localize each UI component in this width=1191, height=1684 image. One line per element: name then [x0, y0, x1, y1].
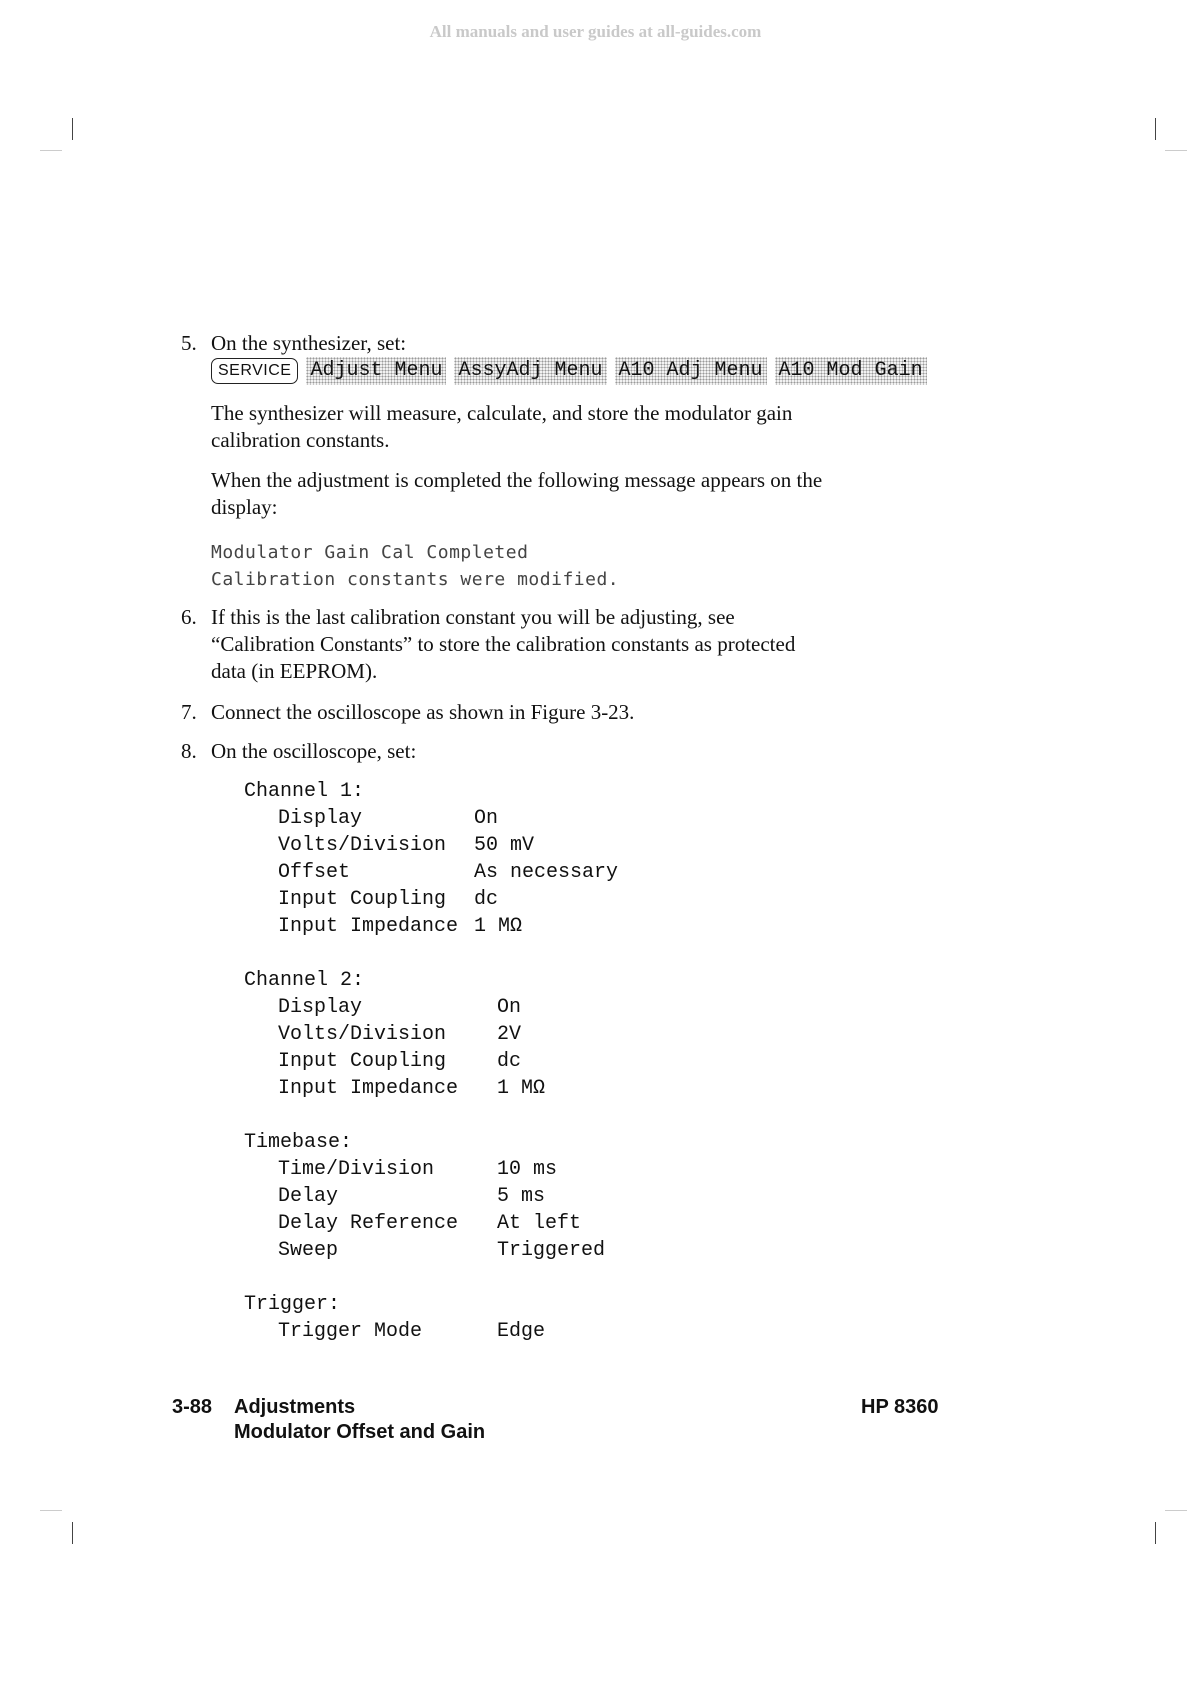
setting-label: Trigger Mode [278, 1320, 423, 1343]
paragraph [211, 467, 941, 521]
setting-label: Input Coupling [278, 1050, 447, 1073]
crop-mark [1155, 1522, 1156, 1544]
display-message-line: Calibration constants were modified. [211, 569, 620, 590]
setting-label: Input Coupling [278, 888, 447, 911]
crop-mark [1165, 150, 1187, 151]
setting-label: Display [278, 807, 363, 830]
crop-mark [1155, 118, 1156, 140]
crop-mark [72, 118, 73, 140]
setting-value: As necessary [474, 861, 619, 884]
step-text: On the oscilloscope, set: [211, 739, 417, 763]
page-number: 3-88 [172, 1396, 213, 1418]
footer-section: Adjustments [234, 1396, 356, 1418]
setting-label: Delay Reference [278, 1212, 459, 1235]
setting-value: dc [474, 888, 499, 911]
setting-label: Display [278, 996, 363, 1019]
setting-value: On [474, 807, 499, 830]
service-hardkey[interactable]: SERVICE [211, 358, 298, 384]
watermark: All manuals and user guides at all-guides.com [429, 22, 762, 41]
setting-value: 1 MΩ [497, 1077, 546, 1100]
crop-mark [40, 150, 62, 151]
setting-value: dc [497, 1050, 522, 1073]
footer-subsection: Modulator Offset and Gain [234, 1421, 486, 1443]
paragraph-line: When the adjustment is completed the following message appears on the [211, 468, 823, 492]
paragraph-line: The synthesizer will measure, calculate, and store the modulator gain [211, 401, 793, 425]
key-sequence [211, 356, 927, 385]
step-text: On the synthesizer, set: [211, 331, 407, 355]
setting-value: 2V [497, 1023, 522, 1046]
crop-mark [40, 1510, 62, 1511]
setting-value: 50 mV [474, 834, 535, 857]
setting-value: 5 ms [497, 1185, 546, 1208]
setting-label: Offset [278, 861, 351, 884]
setting-value: Edge [497, 1320, 546, 1343]
a10-adj-menu-softkey[interactable]: A10 Adj Menu [615, 357, 767, 385]
footer-model: HP 8360 [861, 1396, 939, 1418]
setting-value: At left [497, 1212, 582, 1235]
setting-label: Input Impedance [278, 1077, 459, 1100]
settings-heading: Timebase: [244, 1131, 353, 1154]
setting-label: Input Impedance [278, 915, 459, 938]
setting-value: On [497, 996, 522, 1019]
settings-heading: Channel 1: [244, 780, 365, 803]
setting-value: Triggered [497, 1239, 606, 1262]
step-line: “Calibration Constants” to store the calibration constants as protected [211, 632, 796, 656]
step-line: data (in EEPROM). [211, 659, 378, 683]
setting-label: Sweep [278, 1239, 339, 1262]
crop-mark [1165, 1510, 1187, 1511]
paragraph-line: calibration constants. [211, 428, 390, 452]
step-number: 5. [181, 331, 197, 355]
setting-label: Time/Division [278, 1158, 435, 1181]
assyadj-menu-softkey[interactable]: AssyAdj Menu [454, 357, 606, 385]
setting-label: Volts/Division [278, 834, 447, 857]
setting-value: 10 ms [497, 1158, 558, 1181]
adjust-menu-softkey[interactable]: Adjust Menu [306, 357, 446, 385]
paragraph-line: display: [211, 495, 278, 519]
display-message [211, 539, 619, 593]
setting-value: 1 MΩ [474, 915, 523, 938]
settings-heading: Channel 2: [244, 969, 365, 992]
step-line: If this is the last calibration constant you will be adjusting, see [211, 605, 735, 629]
display-message-line: Modulator Gain Cal Completed [211, 542, 529, 563]
a10-mod-gain-softkey[interactable]: A10 Mod Gain [775, 357, 927, 385]
setting-label: Delay [278, 1185, 339, 1208]
settings-heading: Trigger: [244, 1293, 341, 1316]
step-text: Connect the oscilloscope as shown in Figure 3-23. [211, 700, 635, 724]
step-number: 8. [181, 739, 197, 763]
setting-label: Volts/Division [278, 1023, 447, 1046]
crop-mark [72, 1522, 73, 1544]
step-number: 6. [181, 605, 197, 629]
paragraph [211, 400, 941, 454]
step-text [211, 604, 931, 685]
step-number: 7. [181, 700, 197, 724]
